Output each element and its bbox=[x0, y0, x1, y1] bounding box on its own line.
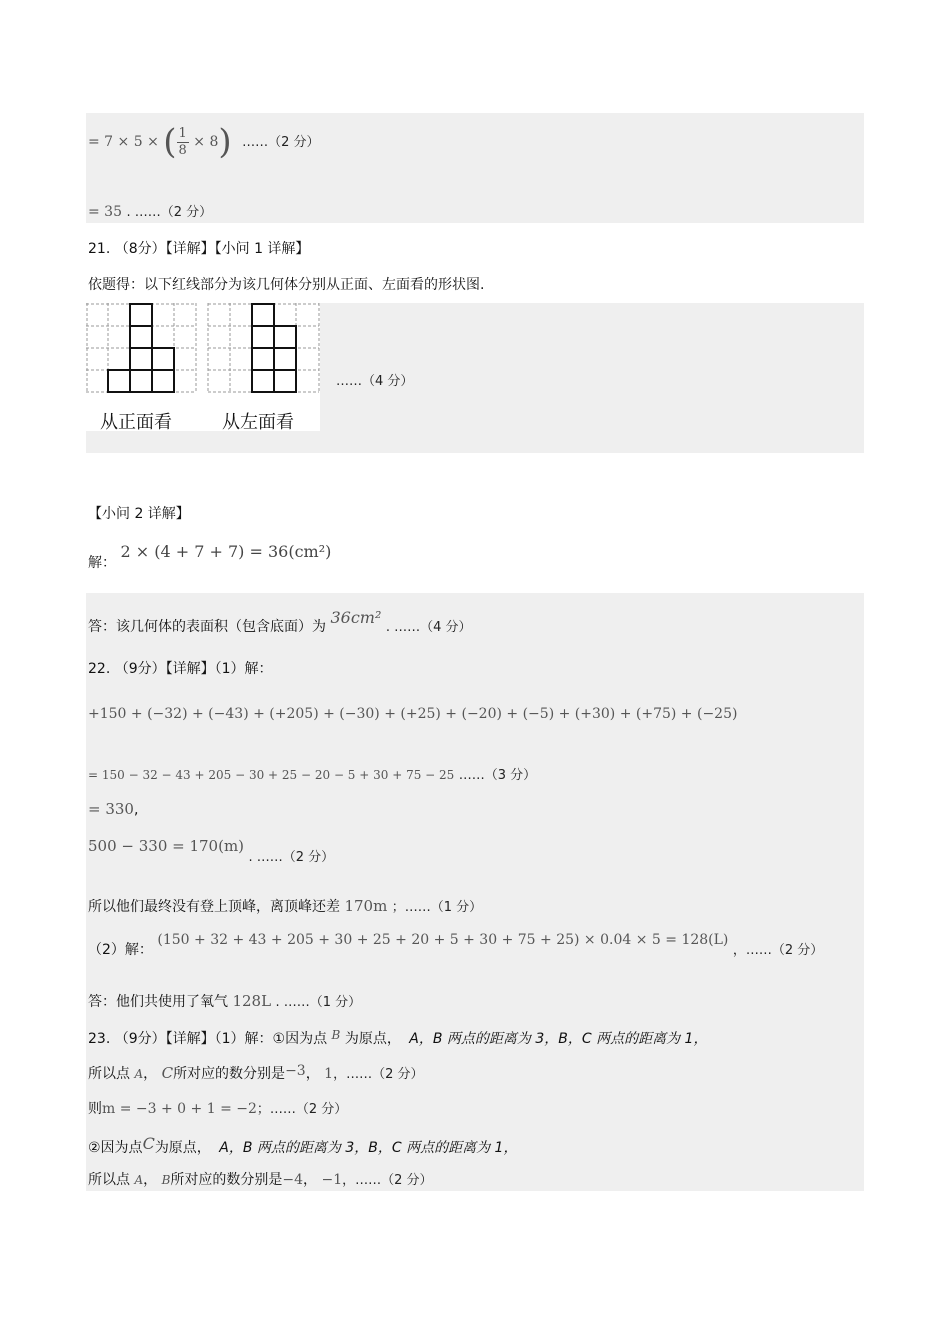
q21-sub2-math: 2 × (4 + 7 + 7) = 36(cm²) bbox=[120, 542, 332, 561]
front-view-label: 从正面看 bbox=[100, 412, 172, 433]
q22-conclusion bbox=[88, 896, 482, 916]
q22-expr-2-math: = 150 − 32 − 43 + 205 − 30 + 25 − 20 − 5 + 30 + 75 − 25 bbox=[88, 768, 455, 782]
q21-fig-score: ……（4 分） bbox=[336, 374, 414, 389]
q23-l5-c: ， bbox=[143, 1172, 158, 1188]
q20-frac-den: 8 bbox=[178, 142, 187, 158]
q22-expr-3 bbox=[88, 800, 138, 818]
q23-header-d: A，B 两点的距离为 3，B，C 两点的距离为 1， bbox=[409, 1031, 708, 1047]
q23-l4-d: A，B 两点的距离为 3，B，C 两点的距离为 1， bbox=[219, 1140, 518, 1156]
q23-line-3 bbox=[88, 1098, 347, 1118]
q23-line-2 bbox=[88, 1063, 423, 1083]
q23-line-5 bbox=[88, 1169, 433, 1189]
q21-answer-score: . ……（4 分） bbox=[385, 620, 472, 635]
q23-l5-a: 所以点 bbox=[88, 1172, 130, 1188]
q21-intro: 依题得：以下红线部分为该几何体分别从正面、左面看的形状图. bbox=[88, 277, 485, 293]
q22-concl-math: 170m bbox=[344, 897, 388, 915]
q23-header-a: 23. （9分）【详解】（1）解：①因为点 bbox=[88, 1031, 328, 1047]
q21-sub2-solution bbox=[88, 542, 331, 572]
q22-expr-4-math: 500 − 330 = 170(m) bbox=[88, 837, 245, 855]
q21-answer-text: 答：该几何体的表面积（包含底面）为 bbox=[88, 619, 326, 635]
q20-step-1-score: ……（2 分） bbox=[242, 135, 320, 150]
q22-answer bbox=[88, 991, 361, 1011]
q23-l4-a: ②因为点 bbox=[88, 1140, 143, 1156]
q22-expr-2 bbox=[88, 764, 536, 783]
q23-l2-g: ， bbox=[305, 1066, 320, 1082]
q23-l5-b: A bbox=[134, 1173, 144, 1187]
q22-answer-math: 128L bbox=[232, 992, 272, 1010]
q21-answer-math: 36cm² bbox=[330, 608, 382, 627]
q22-answer-score: . ……（1 分） bbox=[275, 995, 362, 1010]
q22-concl-score: ；……（1 分） bbox=[391, 900, 483, 915]
q23-l2-e: 所对应的数分别是 bbox=[173, 1066, 286, 1082]
q22-expr-1: +150 + (−32) + (−43) + (+205) + (−30) + (+25) + (−20) + (−5) + (+30) + (+75) + (−25) bbox=[88, 706, 738, 722]
q20-frac-num: 1 bbox=[178, 125, 187, 141]
q21-sub2-prefix: 解： bbox=[88, 555, 116, 571]
q23-l2-h: 1 bbox=[324, 1066, 334, 1082]
q22-part2-score: ，……（2 分） bbox=[732, 943, 824, 958]
q23-l2-f: −3 bbox=[285, 1063, 306, 1079]
q22-expr-3-tail: , bbox=[133, 802, 139, 818]
left-view-label: 从左面看 bbox=[222, 412, 294, 433]
q22-part2-math: (150 + 32 + 43 + 205 + 30 + 25 + 20 + 5 + 30 + 75 + 25) × 0.04 × 5 = 128(L) bbox=[157, 932, 729, 948]
q23-l4-c: 为原点， bbox=[154, 1140, 211, 1156]
q20-paren-fraction: ( $\frac{1}{8}$ × 8) bbox=[163, 122, 232, 162]
q23-l2-b: A bbox=[134, 1067, 144, 1081]
q23-l5-f: −4 bbox=[282, 1172, 304, 1188]
q23-l3-a: 则 bbox=[88, 1101, 102, 1117]
q23-header-c: 为原点， bbox=[344, 1031, 401, 1047]
q22-expr-3-math: = 330 bbox=[88, 800, 134, 818]
q23-l5-e: 所对应的数分别是 bbox=[170, 1172, 283, 1188]
q22-part2-prefix: （2）解： bbox=[88, 942, 153, 958]
q20-frac-tail: × 8 bbox=[188, 134, 219, 150]
q23-l4-b: C bbox=[142, 1134, 155, 1153]
q20-step-2-math: = 35 bbox=[88, 204, 122, 220]
q22-header: 22. （9分）【详解】（1）解： bbox=[88, 661, 273, 677]
q22-answer-text: 答：他们共使用了氧气 bbox=[88, 994, 228, 1010]
q21-header: 21. （8分）【详解】【小问 1 详解】 bbox=[88, 241, 310, 257]
q23-l2-i: ，……（2 分） bbox=[333, 1067, 424, 1082]
q20-step-1-math: = 7 × 5 × bbox=[88, 134, 164, 150]
q22-part2 bbox=[88, 932, 823, 959]
q22-expr-4 bbox=[88, 837, 334, 865]
q22-expr-4-score: . ……（2 分） bbox=[248, 850, 335, 865]
q20-step-2-score: . ……（2 分） bbox=[126, 205, 213, 220]
q23-l3-b: m = −3 + 0 + 1 = −2 bbox=[102, 1101, 257, 1117]
q23-line-4 bbox=[88, 1134, 517, 1157]
q23-l5-d: B bbox=[161, 1173, 171, 1187]
q23-header-b: B bbox=[331, 1028, 341, 1042]
q23-l5-i: ，……（2 分） bbox=[342, 1173, 433, 1188]
q23-l5-g: ， bbox=[303, 1172, 318, 1188]
q22-expr-2-score: ……（3 分） bbox=[458, 768, 537, 783]
q20-step-1 bbox=[88, 122, 319, 162]
q23-l2-a: 所以点 bbox=[88, 1066, 130, 1082]
q23-header bbox=[88, 1028, 707, 1048]
q21-answer bbox=[88, 608, 471, 636]
q21-sub2-header: 【小问 2 详解】 bbox=[88, 506, 190, 522]
q22-concl-text: 所以他们最终没有登上顶峰，离顶峰还差 bbox=[88, 899, 340, 915]
q23-l2-c: ， bbox=[143, 1066, 158, 1082]
q23-l5-h: −1 bbox=[321, 1172, 343, 1188]
q20-step-2 bbox=[88, 201, 212, 220]
q23-l2-d: C bbox=[161, 1064, 174, 1082]
q23-l3-c: ；……（2 分） bbox=[256, 1102, 348, 1117]
